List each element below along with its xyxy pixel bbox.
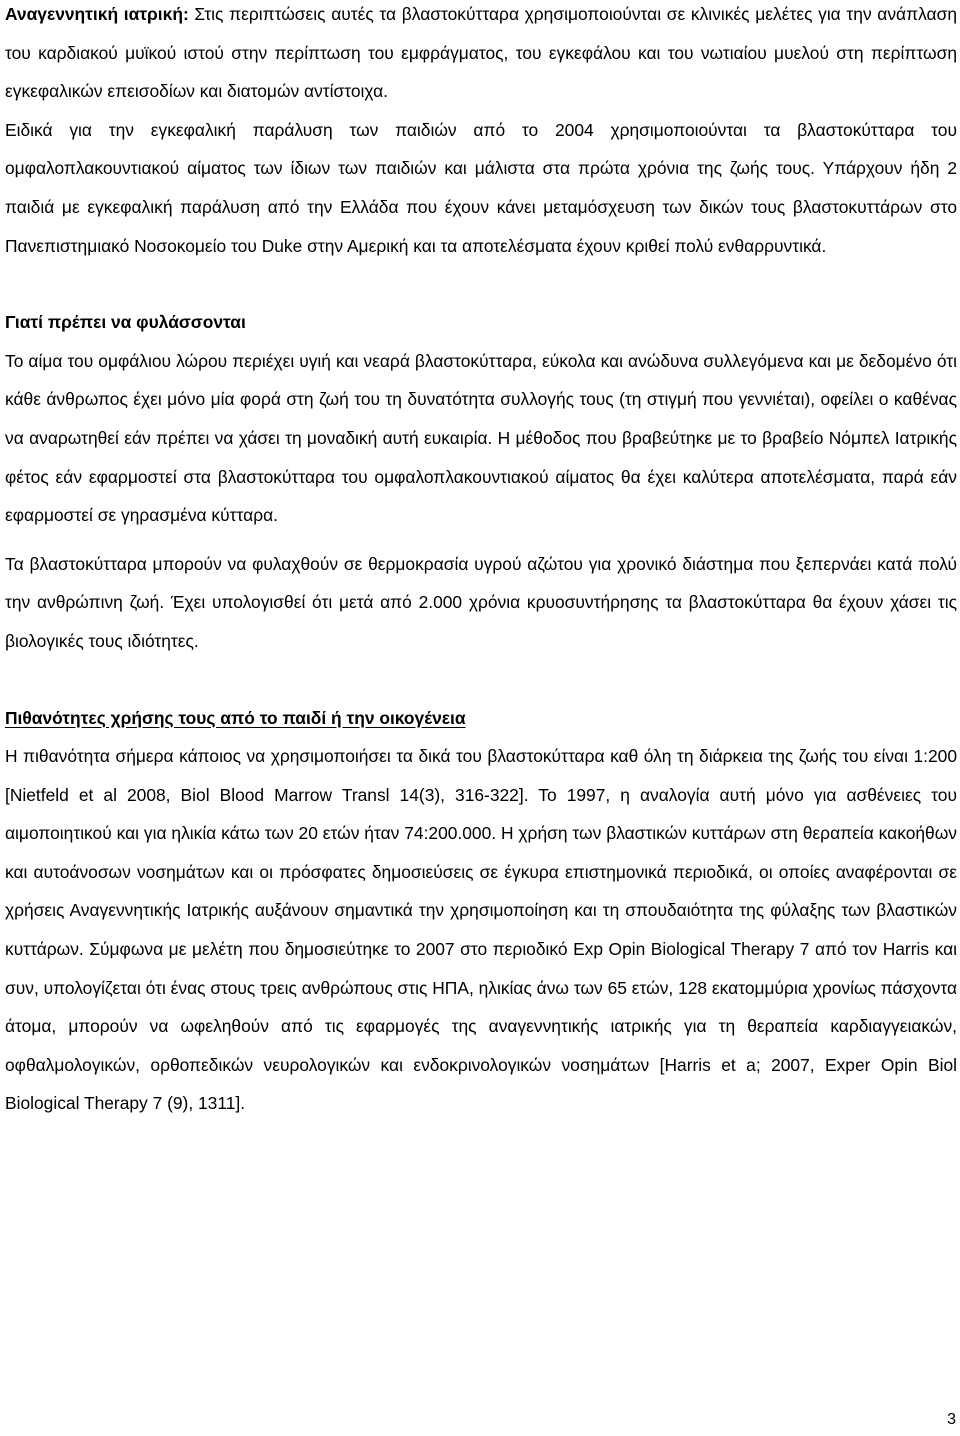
cerebral-palsy-paragraph: Ειδικά για την εγκεφαλική παράλυση των παιδιών από το 2004 χρησιμοποιούνται τα βλαστοκύτταρα του ομφαλοπλακουντιακού αίματος των ίδιων των παιδιών και μάλιστα στα πρώτα χρόνια της ζωής τους. Υπάρχουν ήδη 2 παιδιά με εγκεφαλική παράλυση από την Ελλάδα που έχουν κάνει μεταμόσχευση των δικών τους βλαστοκυττάρων στο Πανεπιστημιακό Νοσοκομείο του Duke στην Αμερική και τα αποτελέσματα έχουν κριθεί πολύ ενθαρρυντικά. xyxy=(5,119,957,256)
regenerative-medicine-text: Στις περιπτώσεις αυτές τα βλαστοκύτταρα χρησιμοποιούνται σε κλινικές μελέτες για την ανάπλαση του καρδιακού μυϊκού ιστού στην περίπτωση του εμφράγματος, του εγκεφάλου και του νωτιαίου μυελού στη περίπτωση εγκεφαλικών επεισοδίων και διατομών αντίστοιχα. xyxy=(5,4,957,102)
why-store-paragraph-2: Τα βλαστοκύτταρα μπορούν να φυλαχθούν σε θερμοκρασία υγρού αζώτου για χρονικό διάστημα που ξεπερνάει κατά πολύ την ανθρώπινη ζωή. Έχει υπολογισθεί ότι μετά από 2.000 χρόνια κρυοσυντήρησης τα βλαστοκύτταρα θα έχουν χάσει τις βιολογικές τους ιδιότητες. xyxy=(5,553,957,651)
regenerative-medicine-heading: Αναγεννητική ιατρική: xyxy=(5,4,189,24)
probability-paragraph: Η πιθανότητα σήμερα κάποιος να χρησιμοποιήσει τα δικά του βλαστοκύτταρα καθ όλη τη διάρκεια της ζωής του είναι 1:200 [Nietfeld et al 2008, Biol Blood Marrow Transl 14(3), 316-322]. Το 1997, η αναλογία αυτή μόνο για ασθένειες του αιμοποιητικού και για ηλικία κάτω των 20 ετών ήταν 74:200.000. Η χρήση των βλαστικών κυττάρων στη θεραπεία κακοήθων και αυτοάνοσων νοσημάτων και οι πρόσφατες δημοσιεύσεις σε έγκυρα επιστημονικά περιοδικά, οι οποίες αναφέρονται σε χρήσεις Αναγεννητικής Ιατρικής αυξάνουν σημαντικά την χρησιμοποίηση και τη σπουδαιότητα της φύλαξης των βλαστικών κυττάρων. Σύμφωνα με μελέτη που δημοσιεύτηκε το 2007 στο περιοδικό Exp Opin Biological Therapy 7 από τον Harris και συν, υπολογίζεται ότι ένας στους τρεις ανθρώπους στις ΗΠΑ, ηλικίας άνω των 65 ετών, 128 εκατομμύρια χρονίως πάσχοντα άτομα, μπορούν να ωφεληθούν από τις εφαρμογές της αναγεννητικής ιατρικής για τη θεραπεία καρδιαγγειακών, οφθαλμολογικών, ορθοπεδικών νευρολογικών και ενδοκρινολογικών νοσημάτων [Harris et a; 2007, Exper Opin Biol Biological Therapy 7 (9), 1311]. xyxy=(5,746,957,1114)
paragraph-spacer xyxy=(5,535,957,545)
probability-heading: Πιθανότητες χρήσης τους από το παιδί ή την οικογένεια xyxy=(5,707,466,728)
section-spacer xyxy=(5,661,957,699)
why-store-heading: Γιατί πρέπει να φυλάσσονται xyxy=(5,312,246,333)
document-page xyxy=(5,0,957,1123)
page-number: 3 xyxy=(947,1411,956,1428)
why-store-paragraph-1: Το αίμα του ομφάλιου λώρου περιέχει υγιή και νεαρά βλαστοκύτταρα, εύκολα και ανώδυνα συλλεγόμενα και με δεδομένο ότι κάθε άνθρωπος έχει μόνο μία φορά στη ζωή του τη δυνατότητα συλλογής τους (τη στιγμή που γεννιέται), οφείλει ο καθένας να αναρωτηθεί εάν πρέπει να χάσει τη μοναδική αυτή ευκαιρία. Η μέθοδος που βραβεύτηκε με το βραβείο Νόμπελ Ιατρικής φέτος εάν εφαρμοστεί στα βλαστοκύτταρα του ομφαλοπλακουντιακού αίματος θα έχει καλύτερα αποτελέσματα, παρά εάν εφαρμοστεί σε γηρασμένα κύτταρα. xyxy=(5,350,957,526)
regenerative-medicine-paragraph xyxy=(5,0,957,111)
section-spacer xyxy=(5,265,957,303)
